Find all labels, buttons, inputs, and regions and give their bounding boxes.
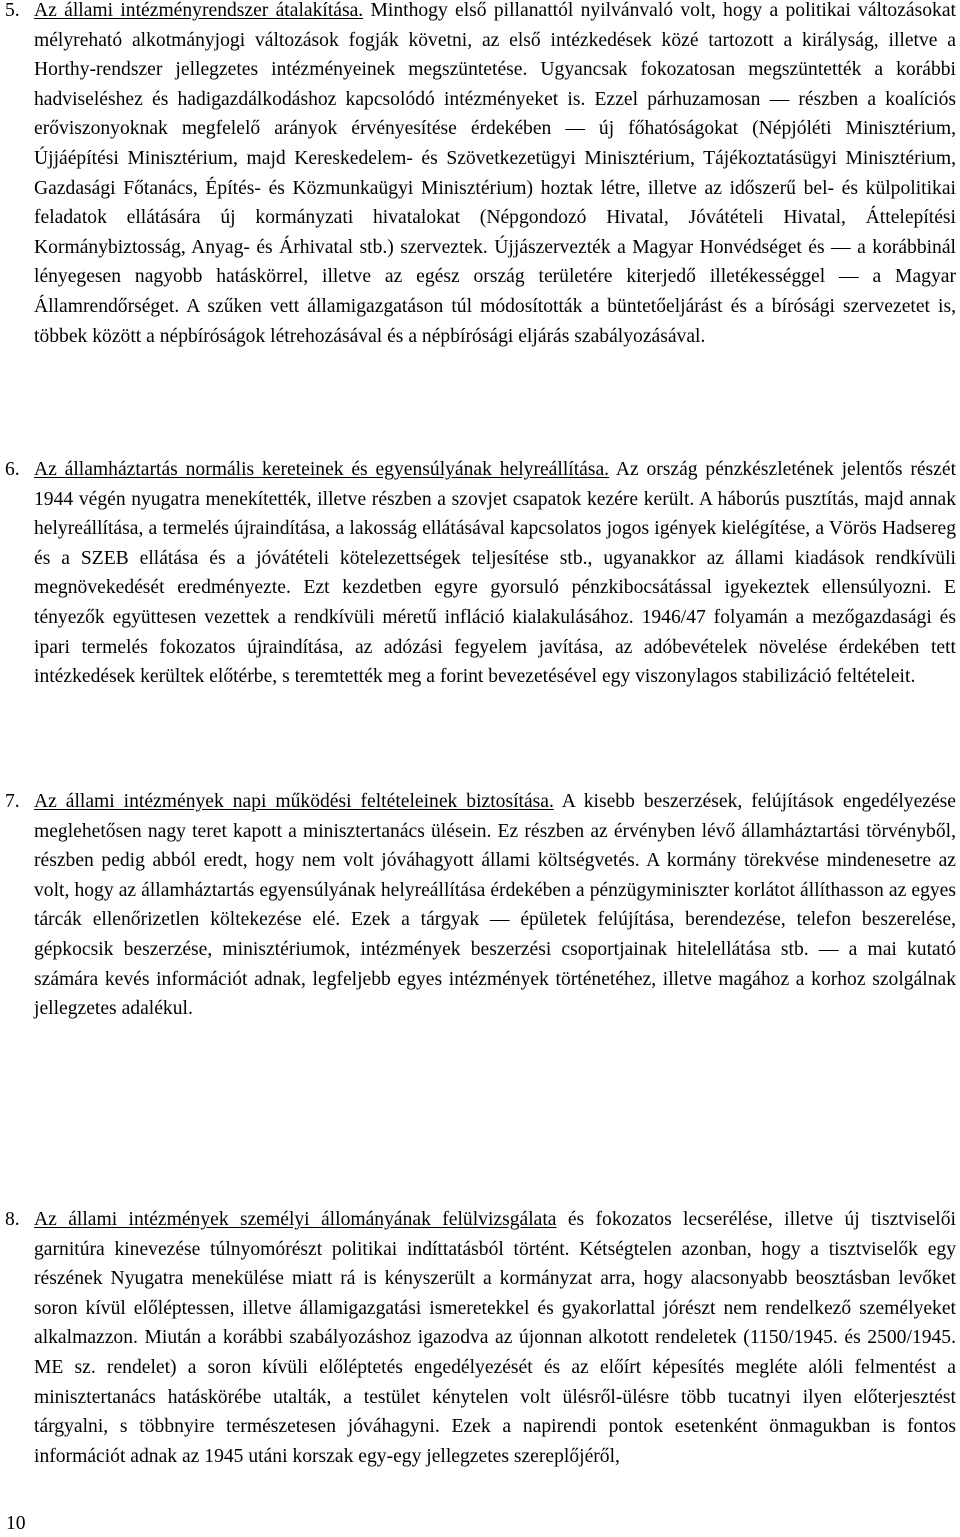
section-7-heading: Az állami intézmények napi működési feltételeinek biztosítása. — [34, 791, 554, 812]
section-8-heading: Az állami intézmények személyi állományának felülvizsgálata — [34, 1209, 557, 1230]
section-5-heading: Az állami intézményrendszer átalakítása. — [34, 0, 364, 21]
section-7-body: A kisebb beszerzések, felújítások engedélyezése meglehetősen nagy teret kapott a minisztertanács ülésein. Ez részben az érvényben lévő államháztartási törvényből, részben pedig abból eredt, hogy nem volt jóváhagyott állami költségvetés. A kormány törekvése mindenesetre az volt, hogy az államháztartás egyensúlyának helyreállítása érdekében a pénzügyminiszter korlátot állíthasson az egyes tárcák ellenőrizetlen költekezése elé. Ezek a tárgyak — épületek felújítása, berendezése, telefon beszerelése, gépkocsik beszerzése, minisztériumok, intézmények beszerzési csoportjainak hitelellátása stb. — a mai kutató számára kevés információt adnak, legfeljebb egyes intézmények történetéhez, illetve magához a korhoz szolgálnak jellegzetes adalékul. — [34, 791, 956, 1020]
section-8 — [5, 1205, 956, 1471]
section-5 — [5, 0, 956, 351]
section-6-heading: Az államháztartás normális kereteinek és egyensúlyának helyreállítása. — [34, 459, 610, 480]
section-8-body: és fokozatos lecserélése, illetve új tisztviselői garnitúra kinevezése túlnyomórészt politikai indíttatásból történt. Kétségtelen azonban, hogy a tisztviselők egy részének Nyugatra menekülése miatt rá is kényszerült a kormányzat arra, hogy alacsonyabb beosztásban levőket soron kívül előléptessen, illetve államigazgatási ismeretekkel és gyakorlattal jórészt nem rendelkező személyeket alkalmazzon. Miután a korábbi szabályozáshoz igazodva az újonnan alkotott rendeletek (1150/1945. és 2500/1945. ME sz. rendelet) a soron kívüli előléptetés engedélyezését és az előírt képesítés megléte alóli felmentést a minisztertanács hatáskörébe utalták, a testület kénytelen volt ülésről-ülésre több tucatnyi ilyen előterjesztést tárgyalni, s többnyire természetesen jóváhagyni. Ezek a napirendi pontok esetenként önmagukban is fontos információt adnak az 1945 utáni korszak egy-egy jellegzetes szereplőjéről, — [34, 1209, 956, 1467]
section-8-number: 8. — [5, 1209, 20, 1230]
page-number: 10 — [6, 1513, 26, 1534]
section-6-number: 6. — [5, 459, 20, 480]
section-6-body: Az ország pénzkészletének jelentős részét 1944 végén nyugatra menekítették, illetve részben a szovjet csapatok kezére került. A háborús pusztítás, majd annak helyreállítása, a termelés újraindítása, a lakosság ellátásával kapcsolatos jogos igények kielégítése, a Vörös Hadsereg és a SZEB ellátása és a jóvátételi kötelezettségek teljesítése stb., ugyanakkor az állami kiadások rendkívüli megnövekedését eredményezte. Ezt kezdetben egyre gyorsuló pénzkibocsátással igyekeztek ellensúlyozni. E tényezők együttesen vezettek a rendkívüli méretű infláció kialakulásához. 1946/47 folyamán a mezőgazdasági és ipari termelés fokozatos újraindítása, az adózási fegyelem javítása, az adóbevételek növelése érdekében tett intézkedések kerültek előtérbe, s teremtették meg a forint bevezetésével egy viszonylagos stabilizáció feltételeit. — [34, 459, 957, 688]
section-6 — [5, 455, 957, 692]
section-5-body: Minthogy első pillanattól nyilvánvaló volt, hogy a politikai változásokat mélyreható alkotmányjogi változások fogják követni, az első intézkedések közé tartozott a királyság, illetve a Horthy-rendszer jellegzetes intézményeinek megszüntetése. Ugyancsak fokozatosan megszüntették a korábbi hadviseléshez és hadigazdálkodáshoz kapcsolódó intézményeket is. Ezzel párhuzamosan — részben a koalíciós erőviszonyoknak megfelelő arányok érvényesítése érdekében — új főhatóságokat (Népjóléti Minisztérium, Újjáépítési Minisztérium, majd Kereskedelem- és Szövetkezetügyi Minisztérium, Tájékoztatásügyi Minisztérium, Gazdasági Főtanács, Építés- és Közmunkaügyi Minisztérium) hoztak létre, illetve az időszerű bel- és külpolitikai feladatok ellátására új kormányzati hivatalokat (Népgondozó Hivatal, Jóvátételi Hivatal, Áttelepítési Kormánybiztosság, Anyag- és Árhivatal stb.) szerveztek. Újjászervezték a Magyar Honvédséget és — a korábbinál lényegesen nagyobb hatáskörrel, illetve az egész ország területére kiterjedő illetékességgel — a Magyar Államrendőrséget. A szűken vett államigazgatáson túl módosították a büntetőeljárást és a bírósági szervezetet is, többek között a népbíróságok létrehozásával és a népbírósági eljárás szabályozásával. — [34, 0, 956, 347]
section-7-number: 7. — [5, 791, 20, 812]
section-5-number: 5. — [5, 0, 20, 21]
section-7 — [5, 787, 956, 1024]
